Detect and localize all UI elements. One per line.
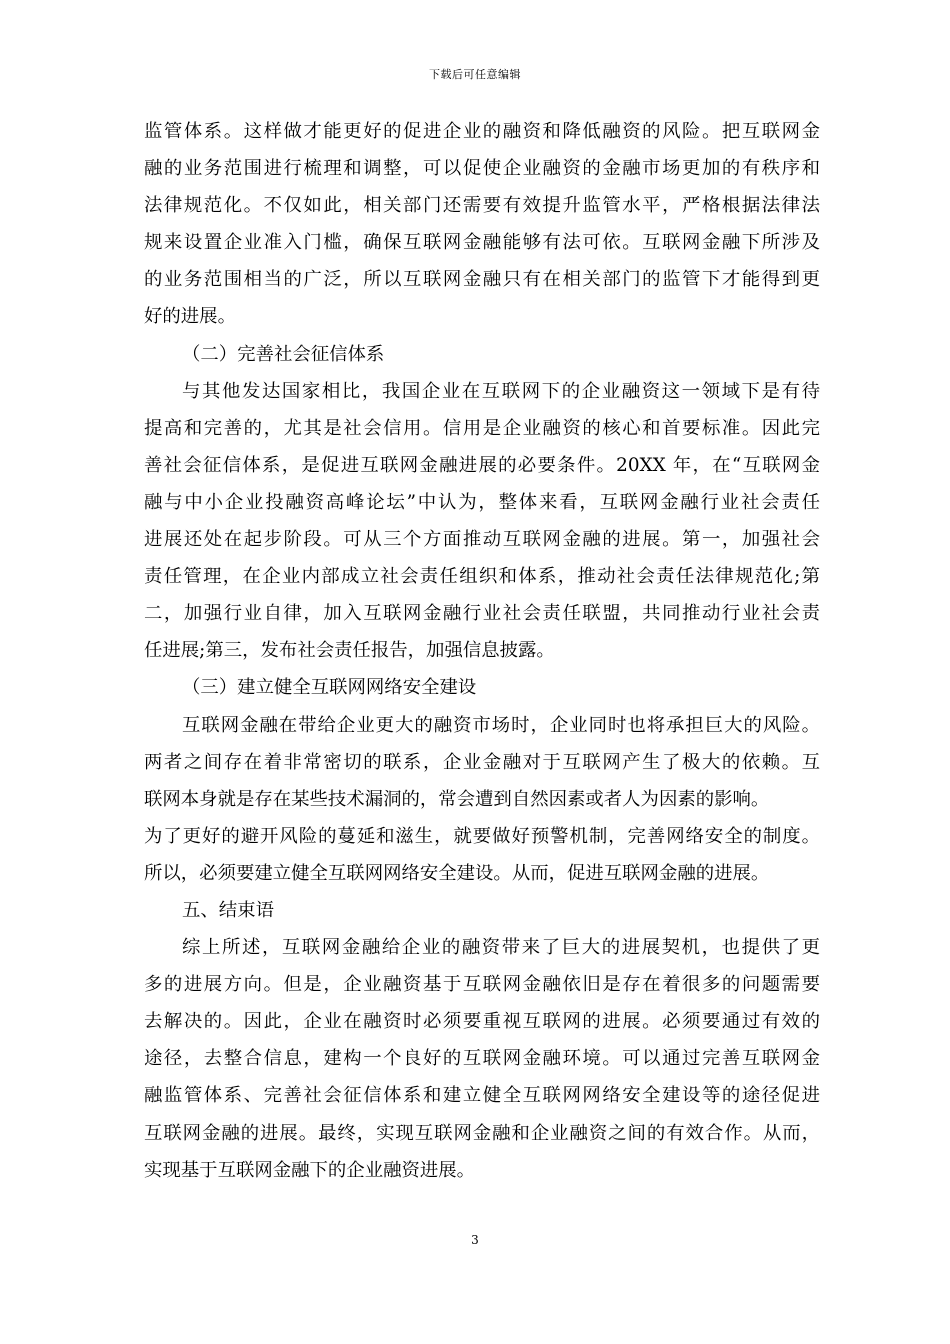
paragraph-line: 好的进展。	[144, 306, 236, 328]
paragraph-line: 两者之间存在着非常密切的联系，企业金融对于互联网产生了极大的依赖。互	[144, 751, 820, 773]
paragraph-line: 互联网金融在带给企业更大的融资市场时，企业同时也将承担巨大的风险。	[182, 714, 820, 736]
section-heading: （三）建立健全互联网网络安全建设	[182, 677, 477, 699]
paragraph-line: 监管体系。这样做才能更好的促进企业的融资和降低融资的风险。把互联网金	[144, 121, 820, 142]
paragraph-line: 为了更好的避开风险的蔓延和滋生，就要做好预警机制，完善网络安全的制度。	[144, 825, 820, 847]
page-header: 下载后可任意编辑	[429, 68, 521, 81]
paragraph-line: 法律规范化。不仅如此，相关部门还需要有效提升监管水平，严格根据法律法	[144, 195, 820, 217]
paragraph-line: 实现基于互联网金融下的企业融资进展。	[144, 1159, 476, 1181]
paragraph-line: 善社会征信体系，是促进互联网金融进展的必要条件。20XX 年，在“互联网金	[144, 454, 820, 476]
paragraph-line: 规来设置企业准入门槛，确保互联网金融能够有法可依。互联网金融下所涉及	[144, 232, 820, 254]
paragraph-line: 途径，去整合信息，建构一个良好的互联网金融环境。可以通过完善互联网金	[144, 1048, 820, 1070]
paragraph-line: 责任管理，在企业内部成立社会责任组织和体系，推动社会责任法律规范化;第	[144, 566, 820, 588]
paragraph-line: 多的进展方向。但是，企业融资基于互联网金融依旧是存在着很多的问题需要	[144, 974, 820, 996]
paragraph-line: 的业务范围相当的广泛，所以互联网金融只有在相关部门的监管下才能得到更	[144, 269, 820, 291]
paragraph-line: 综上所述，互联网金融给企业的融资带来了巨大的进展契机，也提供了更	[182, 937, 820, 959]
paragraph-line: 任进展;第三，发布社会责任报告，加强信息披露。	[144, 640, 555, 662]
document-body	[144, 113, 820, 1189]
section-heading: （二）完善社会征信体系	[182, 343, 385, 365]
paragraph-line: 融的业务范围进行梳理和调整，可以促使企业融资的金融市场更加的有秩序和	[144, 158, 820, 180]
section-heading: 五、结束语	[182, 899, 274, 921]
paragraph-line: 提高和完善的，尤其是社会信用。信用是企业融资的核心和首要标准。因此完	[144, 417, 820, 439]
paragraph-line: 互联网金融的进展。最终，实现互联网金融和企业融资之间的有效合作。从而，	[144, 1122, 820, 1144]
paragraph-line: 与其他发达国家相比，我国企业在互联网下的企业融资这一领域下是有待	[182, 380, 820, 402]
paragraph-line: 融与中小企业投融资高峰论坛”中认为，整体来看，互联网金融行业社会责任	[144, 491, 820, 513]
paragraph-line: 所以，必须要建立健全互联网网络安全建设。从而，促进互联网金融的进展。	[144, 862, 770, 884]
paragraph-line: 二，加强行业自律，加入互联网金融行业社会责任联盟，共同推动行业社会责	[144, 603, 820, 625]
page-number: 3	[471, 1233, 479, 1247]
paragraph-line: 联网本身就是存在某些技术漏洞的，常会遭到自然因素或者人为因素的影响。	[144, 788, 770, 810]
paragraph-line: 进展还处在起步阶段。可从三个方面推动互联网金融的进展。第一，加强社会	[144, 529, 820, 551]
paragraph-line: 去解决的。因此，企业在融资时必须要重视互联网的进展。必须要通过有效的	[144, 1011, 820, 1033]
paragraph-line: 融监管体系、完善社会征信体系和建立健全互联网网络安全建设等的途径促进	[144, 1085, 820, 1107]
